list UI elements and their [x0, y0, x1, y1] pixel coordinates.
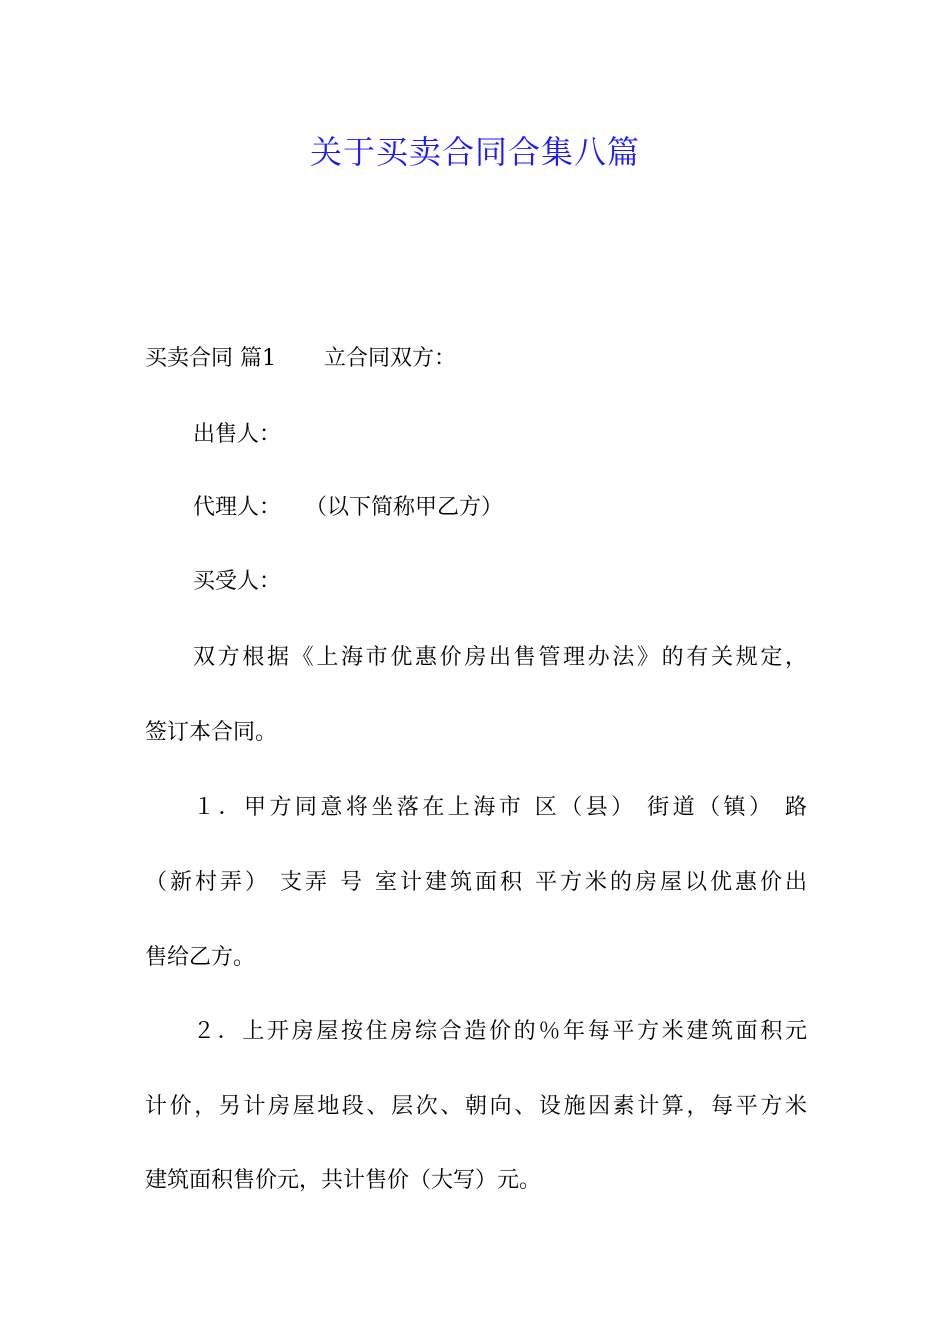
section-heading: 买卖合同 篇1: [145, 346, 276, 371]
basis-paragraph-line-1: 双方根据《上海市优惠价房出售管理办法》的有关规定，: [193, 645, 807, 670]
section-heading-line: [145, 344, 807, 374]
agent-line: [193, 493, 807, 523]
seller-line: 出售人：: [193, 422, 282, 447]
agent-note: （以下简称甲乙方）: [305, 495, 504, 520]
clause-2-line-3: 建筑面积售价元，共计售价（大写）元。: [145, 1168, 542, 1193]
clause-1-line-1: １．甲方同意将坐落在上海市 区（县） 街道（镇） 路: [193, 795, 807, 820]
clause-2-line-2: 计价，另计房屋地段、层次、朝向、设施因素计算，每平方米: [145, 1094, 807, 1119]
clause-1-line-3: 售给乙方。: [145, 945, 256, 970]
clause-1-line-2: （新村弄） 支弄 号 室计建筑面积 平方米的房屋以优惠价出: [145, 870, 807, 895]
clause-2-line-1: ２．上开房屋按住房综合造价的％年每平方米建筑面积元: [193, 1019, 807, 1044]
agent-label: 代理人：: [193, 495, 282, 520]
basis-paragraph-line-2: 签订本合同。: [145, 720, 278, 745]
document-title: 关于买卖合同合集八篇: [309, 133, 640, 171]
buyer-line: 买受人：: [193, 569, 282, 594]
parties-intro: 立合同双方：: [324, 346, 457, 371]
